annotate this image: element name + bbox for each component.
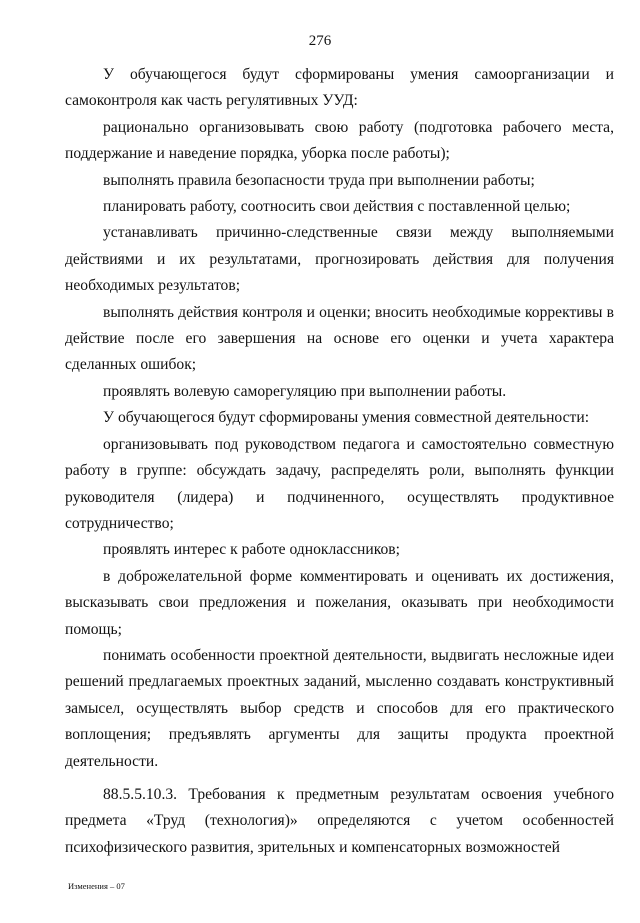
paragraph-2: рационально организовывать свою работу (подготовка рабочего места, поддержание и наведение порядка, уборка после работы); [65, 118, 614, 163]
paragraph-11: в доброжелательной форме комментировать и оценивать их достижения, высказывать свои предложения и пожелания, оказывать при необходимости помощь; [65, 567, 614, 638]
paragraph-12: понимать особенности проектной деятельности, выдвигать несложные идеи решений предлагаемых проектных заданий, мысленно создавать конструктивный замысел, осуществлять выбор средств и способов для его практического воплощения; предъявлять аргументы для защиты продукта проектной деятельности. [65, 646, 614, 770]
paragraph-5: устанавливать причинно-следственные связи между выполняемыми действиями и их результатами, прогнозировать действия для получения необходимых результатов; [65, 224, 614, 295]
paragraph-3: выполнять правила безопасности труда при выполнении работы; [103, 171, 535, 189]
footer-revision-note: Изменения – 07 [68, 881, 125, 891]
paragraph-1: У обучающегося будут сформированы умения самоорганизации и самоконтроля как часть регулятивных УУД: [65, 66, 614, 110]
page-number: 276 [308, 33, 332, 49]
paragraph-10: проявлять интерес к работе одноклассников; [103, 541, 400, 559]
paragraph-9: организовывать под руководством педагога и самостоятельно совместную работу в группе: обсуждать задачу, распределять роли, выполнять функции руководителя (лидера) и подчиненного, осуществлять продуктивное сотрудничество; [65, 435, 614, 532]
paragraph-13: 88.5.5.10.3. Требования к предметным результатам освоения учебного предмета «Труд (технология)» определяются с учетом особенностей психофизического развития, зрительных и компенсаторных возможностей [65, 785, 614, 856]
paragraph-6: выполнять действия контроля и оценки; вносить необходимые коррективы в действие после его завершения на основе его оценки и учета характера сделанных ошибок; [65, 303, 614, 374]
paragraph-7: проявлять волевую саморегуляцию при выполнении работы. [103, 382, 507, 400]
paragraph-4: планировать работу, соотносить свои действия с поставленной целью; [103, 198, 571, 216]
paragraph-8: У обучающегося будут сформированы умения совместной деятельности: [103, 409, 590, 427]
document-body [65, 62, 614, 861]
